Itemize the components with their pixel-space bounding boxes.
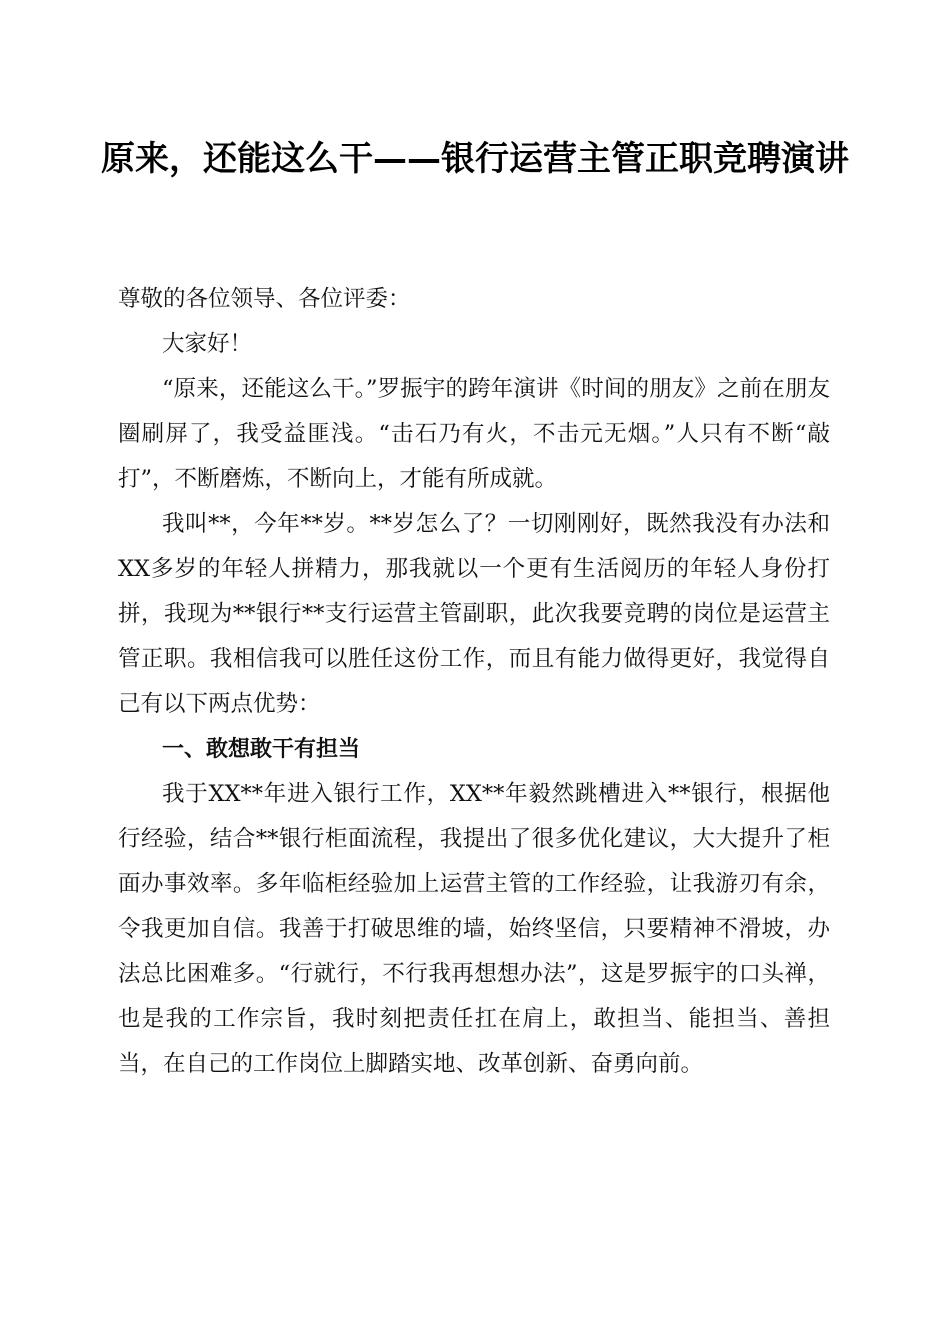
greeting: 大家好！ (162, 331, 253, 357)
salutation: 尊敬的各位领导、各位评委： (118, 286, 411, 312)
section-heading: 一、敢想敢干有担当 (162, 737, 361, 762)
document-body (118, 277, 830, 1087)
document-title: 原来，还能这么干——银行运营主管正职竞聘演讲 (101, 139, 849, 179)
paragraph-intro: “原来，还能这么干。”罗振宇的跨年演讲《时间的朋友》之前在朋友圈刷屏了，我受益匪浅。“击石乃有火，不击元无烟。”人只有不断“敲打”，不断磨炼，不断向上，才能有所成就。 (118, 376, 830, 492)
paragraph-self-introduction: 我叫**，今年**岁。**岁怎么了？一切刚刚好，既然我没有办法和XX多岁的年轻人拼精力，那我就以一个更有生活阅历的年轻人身份打拼，我现为**银行**支行运营主管副职，此次我要竞聘的岗位是运营主管正职。我相信我可以胜任这份工作，而且有能力做得更好，我觉得自己有以下两点优势： (118, 511, 830, 717)
section-paragraph: 我于XX**年进入银行工作，XX**年毅然跳槽进入**银行，根据他行经验，结合**银行柜面流程，我提出了很多优化建议，大大提升了柜面办事效率。多年临柜经验加上运营主管的工作经验，让我游刃有余，令我更加自信。我善于打破思维的墙，始终坚信，只要精神不滑坡，办法总比困难多。“行就行，不行我再想想办法”，这是罗振宇的口头禅，也是我的工作宗旨，我时刻把责任扛在肩上，敢担当、能担当、善担当，在自己的工作岗位上脚踏实地、改革创新、奋勇向前。 (118, 781, 830, 1077)
